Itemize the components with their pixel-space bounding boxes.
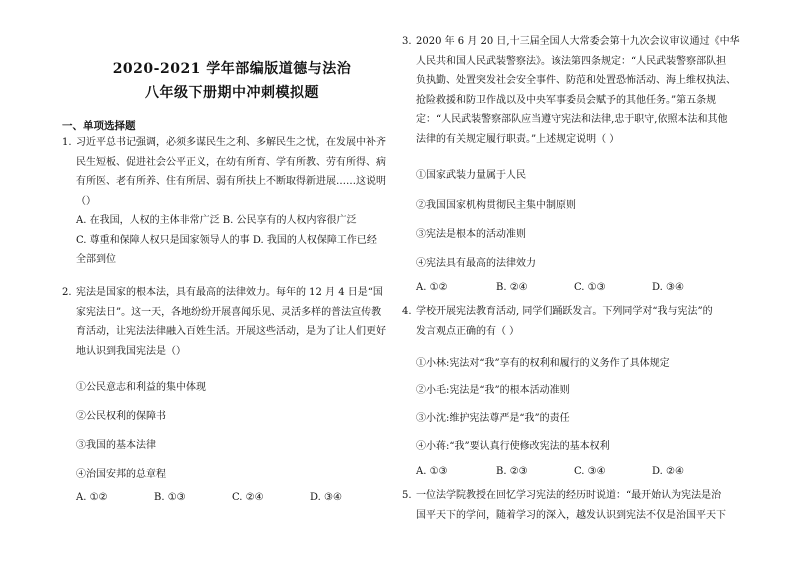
choice-c[interactable]: C. ①③ [574, 282, 606, 293]
stem-line: 人民共和国人民武装警察法》。该法第四条规定：“人民武装警察部队担 [416, 55, 727, 67]
stem-line: 负执勤、处置突发社会安全事件、防范和处置恐怖活动、海上维权执法、 [416, 75, 736, 86]
stem-line: 地认识到我国宪法是（） [76, 345, 186, 357]
stem-line: 民生短板、促进社会公平正义，在幼有所育、学有所教、劳有所得、病 [76, 156, 386, 168]
stem-line: 习近平总书记强调，必须多谋民生之利、多解民生之忧，在发展中补齐 [76, 137, 386, 148]
choice-a[interactable]: A. ①③ [416, 466, 448, 477]
stem-line: 宪法是国家的根本法，具有最高的法律效力。每年的 12 月 4 日是“国 [76, 287, 383, 298]
statement-item: ①小林:宪法对“我”享有的权利和履行的义务作了具体规定 [416, 358, 670, 369]
statement-item: ④小蒋:“我”要认真行使修改宪法的基本权利 [416, 441, 610, 452]
question-number: 5. [402, 490, 412, 501]
choice-c[interactable]: C. ③④ [574, 466, 606, 477]
stem-line: 有所医、老有所养、住有所居、弱有所扶上不断取得新进展……这说明 [76, 176, 386, 187]
statement-item: ③宪法是根本的活动准则 [416, 229, 526, 240]
statement-item: ①国家武装力量属于人民 [416, 170, 526, 181]
stem-line: 定：“人民武装警察部队应当遵守宪法和法律,忠于职守,依照本法和其他 [416, 114, 728, 125]
statement-item: ③小沈:维护宪法尊严是“我”的责任 [416, 413, 570, 424]
choice-c[interactable]: C. ②④ [232, 492, 264, 503]
section-heading: 一、单项选择题 [62, 120, 136, 132]
question-stem [416, 32, 742, 149]
choice-d[interactable]: D. ②④ [652, 466, 684, 477]
option-line: C. 尊重和保障人权只是国家领导人的事 D. 我国的人权保障工作已经 [76, 234, 377, 246]
question-stem [76, 283, 392, 361]
question-number: 1. [62, 137, 72, 148]
choice-a[interactable]: A. ①② [76, 492, 108, 503]
question-3 [402, 32, 742, 149]
stem-line: 育活动，让宪法法律融入百姓生活。开展这些活动，是为了让人们更好 [76, 326, 386, 337]
exam-title-line2: 八年级下册期中冲刺模拟题 [145, 85, 319, 101]
choice-b[interactable]: B. ②③ [496, 466, 528, 477]
choice-a[interactable]: A. ①② [416, 282, 448, 293]
choice-b[interactable]: B. ①③ [154, 492, 186, 503]
choice-d[interactable]: D. ③④ [310, 492, 342, 503]
question-stem [416, 302, 742, 341]
statement-item: ②我国国家机构贯彻民主集中制原则 [416, 200, 576, 211]
question-stem [76, 133, 392, 270]
choice-b[interactable]: B. ②④ [496, 282, 528, 293]
question-number: 3. [402, 36, 412, 47]
stem-line: （） [76, 195, 96, 207]
stem-line: 抢险救援和防卫作战以及中央军事委员会赋予的其他任务。”第五条规 [416, 94, 717, 106]
stem-line: 法律的有关规定履行职责。”上述规定说明（ ） [416, 133, 620, 145]
stem-line: 家宪法日”。这一天，各地纷纷开展喜闻乐见、灵活多样的普法宣传教 [76, 306, 382, 318]
question-1 [62, 133, 392, 270]
question-2 [62, 283, 392, 361]
statement-item: ④治国安邦的总章程 [76, 469, 166, 480]
statement-item: ①公民意志和利益的集中体现 [76, 382, 206, 393]
question-number: 2. [62, 287, 72, 298]
choice-d[interactable]: D. ③④ [652, 282, 684, 293]
stem-line: 2020 年 6 月 20 日,十三届全国人大常委会第十九次会议审议通过《中华 [416, 36, 740, 47]
statement-item: ②小毛:宪法是“我”的根本活动准则 [416, 385, 570, 396]
option-line: A. 在我国，人权的主体非常广泛 B. 公民享有的人权内容很广泛 [76, 215, 357, 226]
stem-line: 发言观点正确的有（ ） [416, 325, 520, 337]
stem-line: 学校开展宪法教育活动, 同学们踊跃发言。下列同学对“我与宪法”的 [416, 306, 713, 317]
option-line: 全部到位 [76, 254, 116, 265]
question-stem [416, 486, 742, 525]
question-5 [402, 486, 742, 525]
question-4 [402, 302, 742, 341]
statement-item: ④宪法具有最高的法律效力 [416, 258, 536, 269]
exam-title-line1: 2020-2021 学年部编版道德与法治 [112, 61, 352, 77]
statement-item: ③我国的基本法律 [76, 440, 156, 451]
question-number: 4. [402, 306, 412, 317]
stem-line: 一位法学院教授在回忆学习宪法的经历时说道：“最开始认为宪法是治 [416, 490, 722, 501]
statement-item: ②公民权利的保障书 [76, 411, 166, 422]
stem-line: 国平天下的学问，随着学习的深入，越发认识到宪法不仅是治国平天下 [416, 509, 726, 521]
